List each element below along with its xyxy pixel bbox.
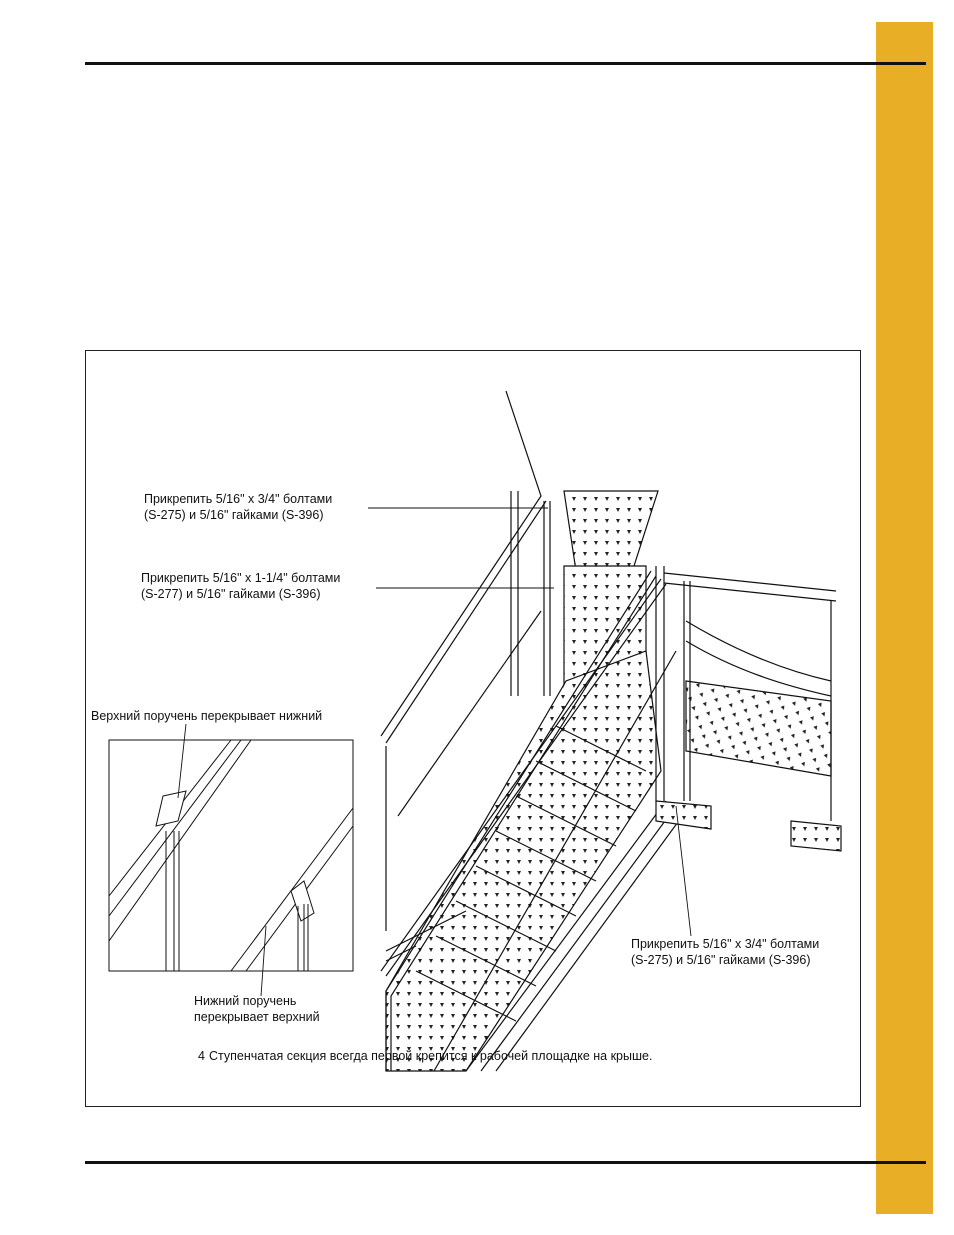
- callout-text: Прикрепить 5/16" x 3/4" болтами: [144, 492, 333, 506]
- callout-bolts-top-2: [141, 570, 340, 602]
- callout-text: Нижний поручень: [194, 994, 297, 1008]
- callout-text: (S-275) и 5/16" гайками (S-396): [631, 953, 811, 967]
- stair-illustration: [381, 391, 841, 1071]
- figure-number: 4: [198, 1049, 205, 1063]
- rail-detail-inset: [109, 740, 353, 971]
- callout-text: перекрывает верхний: [194, 1010, 320, 1024]
- callout-bolts-top-1: [144, 491, 332, 523]
- header-rule: [85, 62, 926, 65]
- figure-caption-text: Ступенчатая секция всегда первой крепится к рабочей площадке на крыше.: [208, 1049, 653, 1063]
- callout-text: (S-275) и 5/16" гайками (S-396): [144, 508, 324, 522]
- section-tab: [876, 22, 933, 1214]
- callout-upper-rail: [91, 708, 322, 724]
- footer-rule: [85, 1161, 926, 1164]
- figure-frame: [85, 350, 861, 1107]
- callout-text: Прикрепить 5/16" x 1-1/4" болтами: [141, 571, 341, 585]
- callout-text: Верхний поручень перекрывает нижний: [91, 709, 323, 723]
- callout-lower-rail: [194, 993, 320, 1025]
- callout-text: Прикрепить 5/16" x 3/4" болтами: [631, 937, 820, 951]
- figure-caption: [198, 1049, 652, 1063]
- callout-bolts-bottom: [631, 936, 819, 968]
- callout-text: (S-277) и 5/16" гайками (S-396): [141, 587, 321, 601]
